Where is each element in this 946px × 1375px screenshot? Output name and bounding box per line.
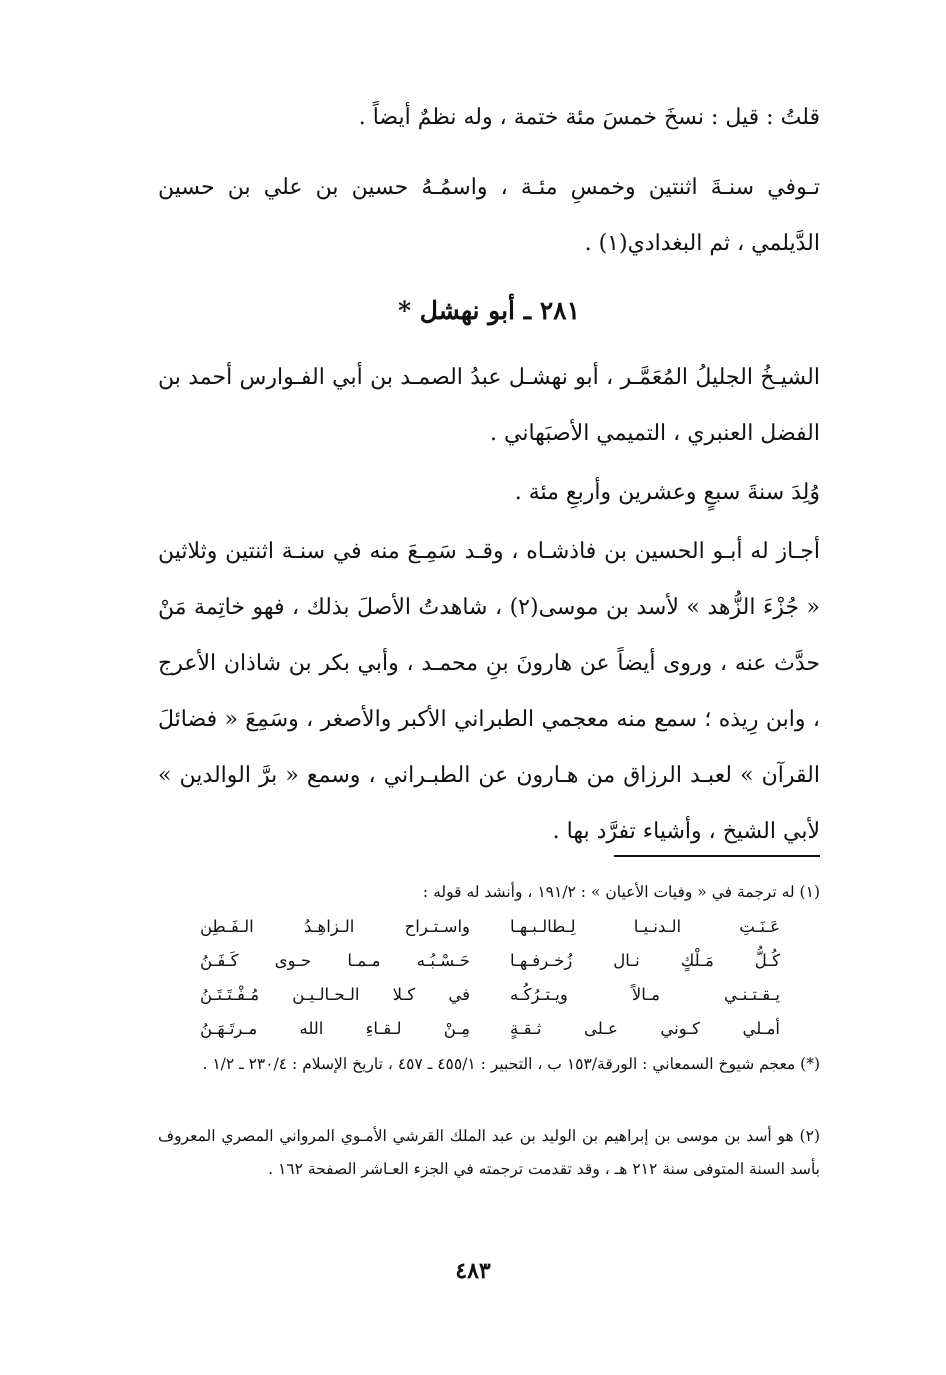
- footnote-separator: [614, 855, 820, 857]
- poem-hemistich-second: في كـلا الـحـالـيـن مُـفْـتَـتَـنُ: [200, 985, 470, 1004]
- poem-hemistich-first: كُـلُّ مَـلْكٍ نـال زُخـرفـهـا: [510, 951, 780, 970]
- paragraph-3: [158, 350, 820, 462]
- poem-hemistich-first: أمـلي كـوني عـلى ثـقـةٍ: [510, 1019, 780, 1038]
- paragraph-2-text: تـوفي سنـةَ اثنتين وخمسِ مئـة ، واسمُـهُ حسين بن علي بن حسين الدَّيلمي ، ثم البغدادي(١) .: [158, 175, 821, 256]
- paragraph-3-text: الشيـخُ الجليلُ المُعَمَّـر ، أبو نهشـل عبدُ الصمـد بن أبي الفـوارس أحمد بن الفضل العنبري ، التميمي الأصبَهاني .: [158, 365, 820, 446]
- poem-hemistich-first: عَـنَـتِ الـدنـيـا لِـطالـبـهـا: [510, 917, 780, 936]
- paragraph-1: [158, 90, 820, 146]
- footnote-star-text: (*) معجم شيوخ السمعاني : الورقة/١٥٣ ب ، التحبير : ٤٥٥/١ ـ ٤٥٧ ، تاريخ الإسلام : ٢٣٠/٤ ـ ١/٢ .: [202, 1055, 820, 1073]
- footnote-2: [158, 1120, 820, 1186]
- paragraph-5-text: أجـاز له أبـو الحسين بن فاذشـاه ، وقـد سَمِـعَ منه في سنـة اثنتين وثلاثين « جُزْءَ الزُّهد » لأسد بن موسى(٢) ، شاهدتُ الأصلَ بذلك ، فهو خاتِمة مَنْ حدَّث عنه ، وروى أيضاً عن هارونَ بنِ محمـد ، وأبي بكر بن شاذان الأعرج ، وابن رِيذه ؛ سمع منه معجمي الطبراني الأكبر والأصغر ، وسَمِعَ « فضائلَ القرآن » لعبـد الرزاق من هـارون عن الطبـراني ، وسمع « برَّ الوالدين » لأبي الشيخ ، وأشياء تفرَّد بها .: [158, 539, 820, 844]
- footnote-1-intro-text: (١) له ترجمة في « وفيات الأعيان » : ١٩١/٢ ، وأنشد له قوله :: [422, 883, 820, 901]
- footnote-poem: [200, 910, 780, 1046]
- paragraph-1-text: قلتُ : قيل : نسخَ خمسَ مئة ختمة ، وله نظمٌ أيضاً .: [358, 105, 820, 130]
- paragraph-2: [158, 160, 820, 272]
- footnote-2-text: (٢) هو أسد بن موسى بن إبراهيم بن الوليد بن عبد الملك القرشي الأمـوي المرواني المصري المعروف بأسد السنة المتوفى سنة ٢١٢ هـ ، وقد تقدمت ترجمته في الجزء العـاشر الصفحة ١٦٢ .: [158, 1127, 820, 1178]
- poem-verse: [200, 1012, 780, 1046]
- entry-heading: ٢٨١ ـ أبو نهشل *: [397, 296, 581, 325]
- paragraph-4: [158, 465, 820, 521]
- poem-hemistich-second: مِـنْ لـقـاءِ الله مـرتَـهَـنُ: [200, 1019, 470, 1038]
- footnote-star: [158, 1048, 820, 1081]
- poem-verse: [200, 910, 780, 944]
- poem-hemistich-second: واسـتـراح الـزاهِـدُ الـفَـطِن: [200, 917, 470, 936]
- poem-verse: [200, 944, 780, 978]
- paragraph-4-text: وُلِدَ سنةَ سبعٍ وعشرين وأربعِ مئة .: [514, 480, 820, 505]
- poem-verse: [200, 978, 780, 1012]
- poem-hemistich-second: حَـسْـبُـه مـمـا حـوى كَـفَـنُ: [200, 951, 470, 970]
- footnote-1-intro: [158, 876, 820, 909]
- paragraph-5: [158, 524, 820, 860]
- poem-hemistich-first: يـقـتـنـي مـالاً ويـتـرُكُـه: [510, 985, 780, 1004]
- page-number: ٤٨٣: [455, 1258, 491, 1284]
